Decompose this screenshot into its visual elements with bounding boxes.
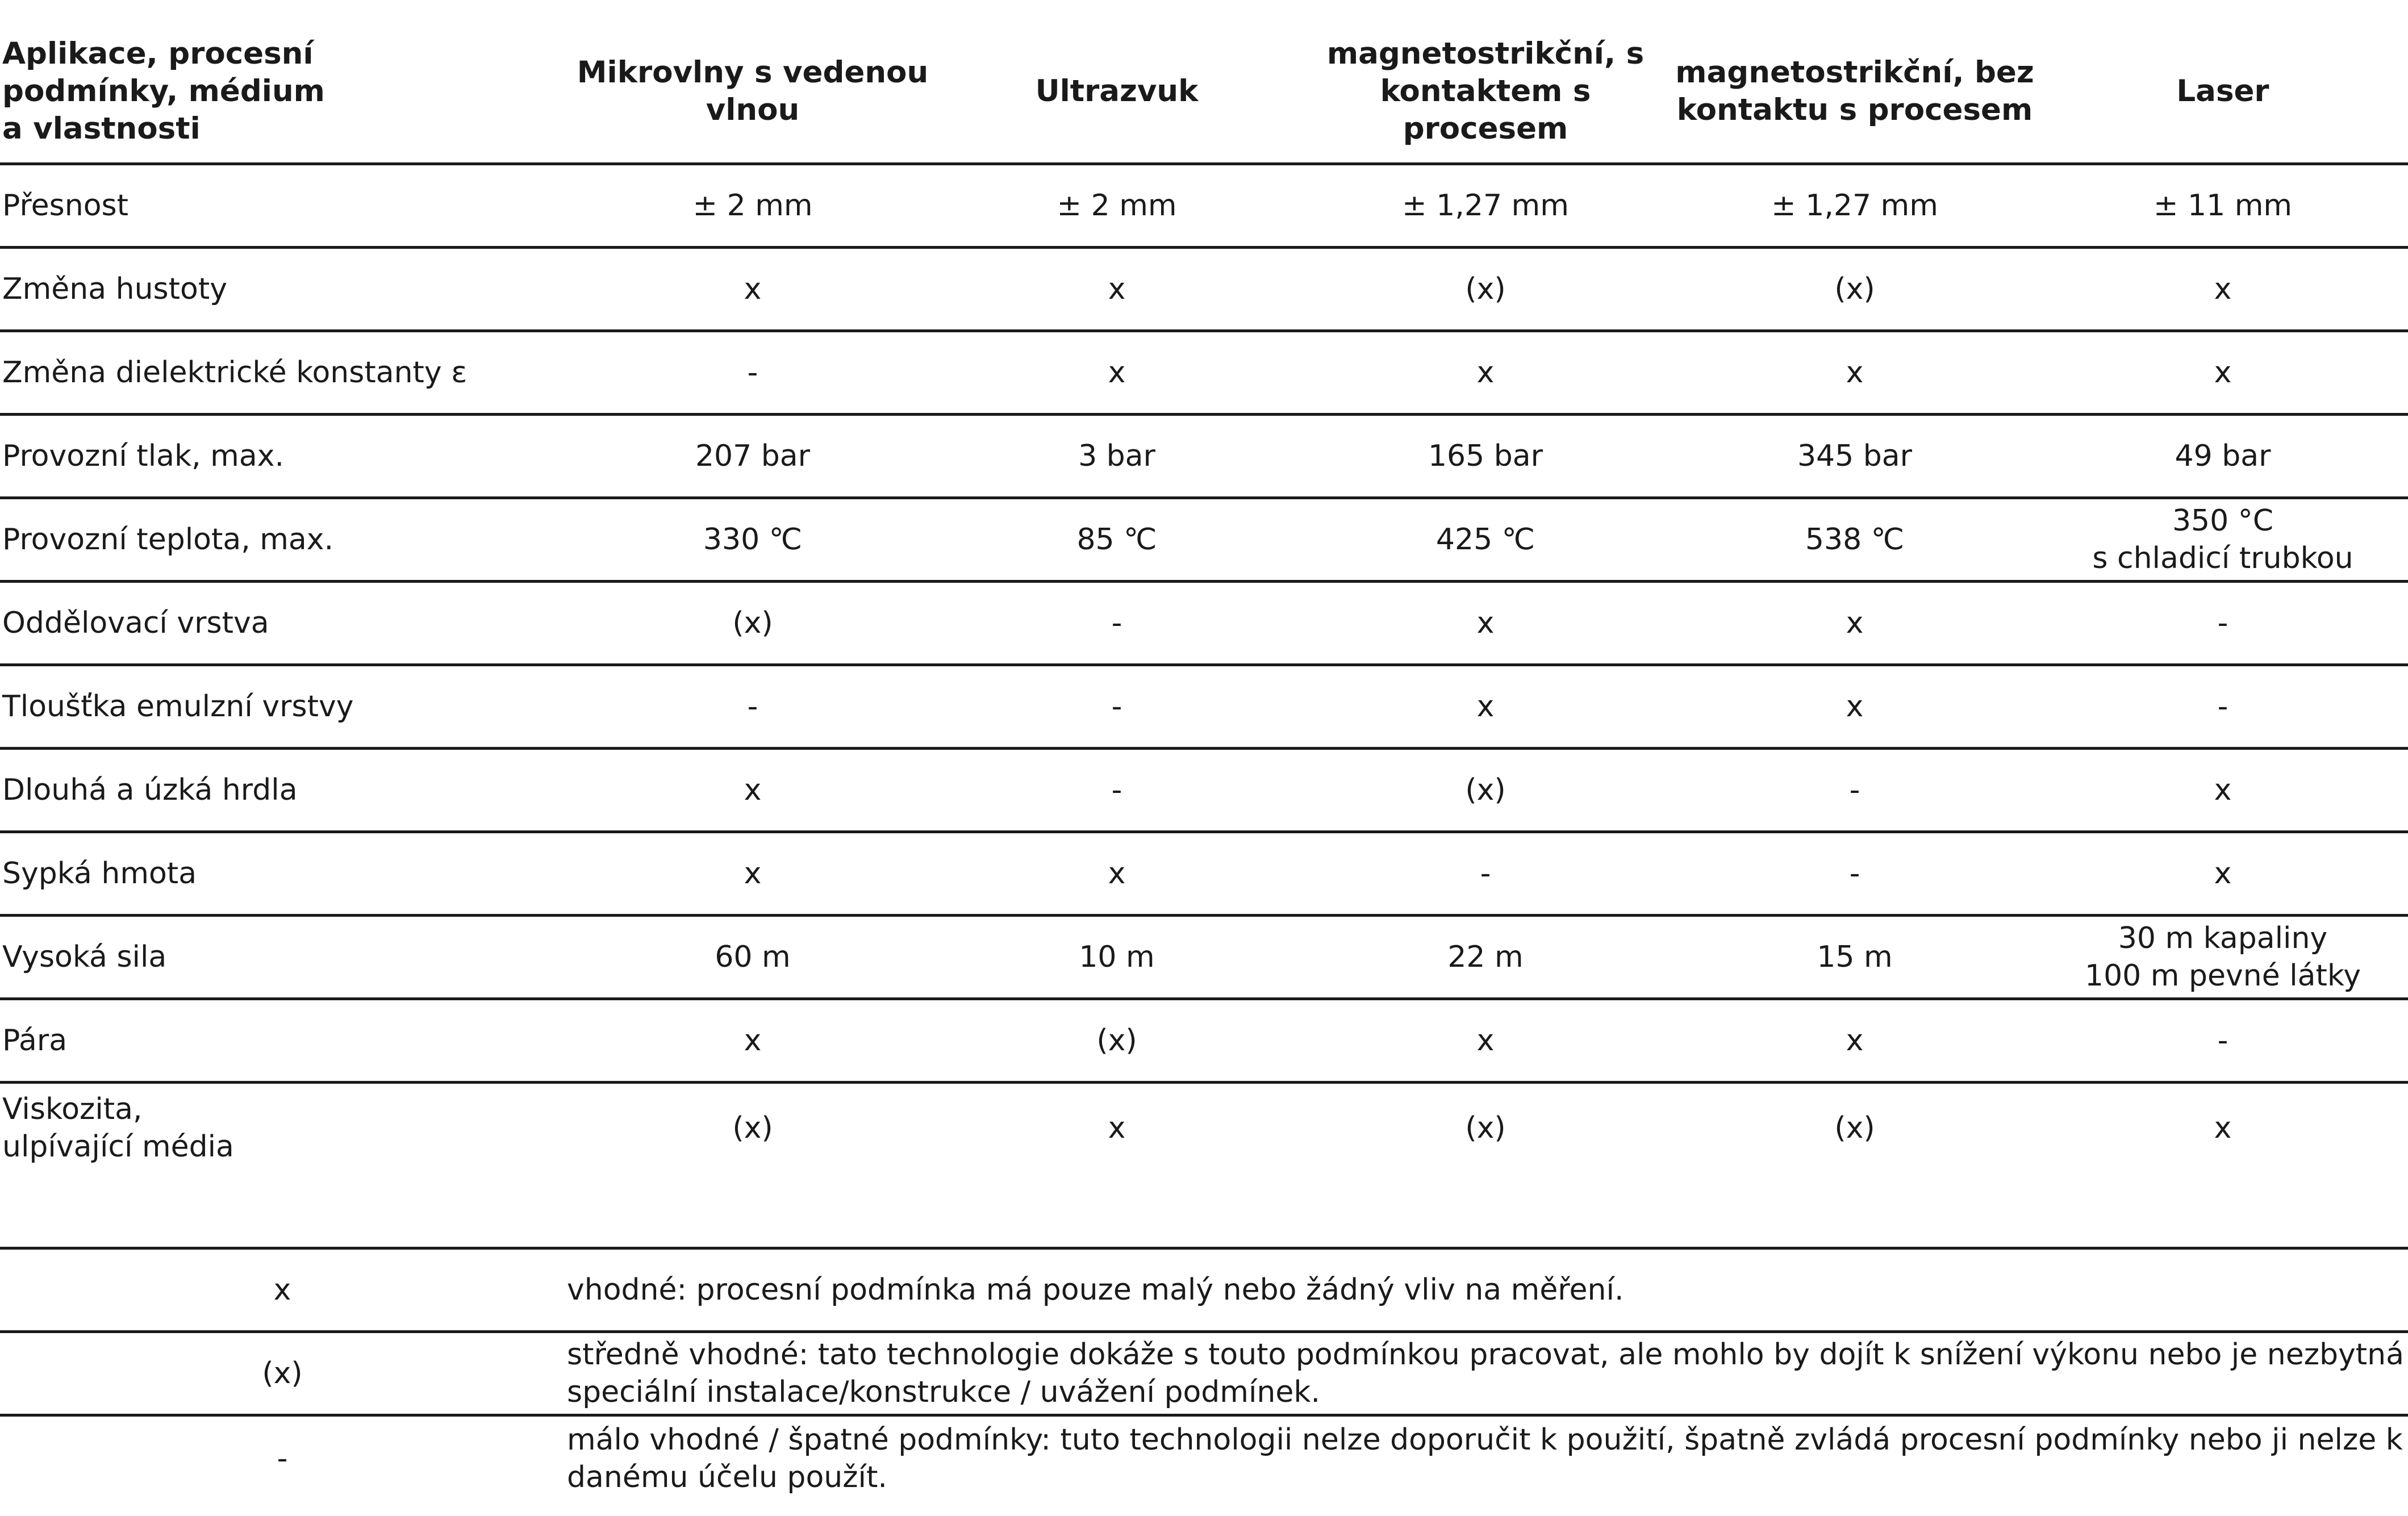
table-row: [0, 583, 2408, 666]
comparison-table: [0, 20, 2408, 1172]
table-cell: x: [2214, 356, 2232, 390]
row-label: Přesnost: [2, 189, 129, 223]
row-label: Změna dielektrické konstanty ε: [2, 356, 468, 390]
legend-symbol: x: [273, 1273, 291, 1307]
table-row: [0, 332, 2408, 416]
legend-symbol: -: [277, 1441, 288, 1476]
table-cell: x: [1846, 690, 1864, 724]
header-col-magnetostrictive-noncontact: magnetostrikční, bez kontaktu s procesem: [1675, 55, 2034, 127]
table-cell: 207 bar: [695, 439, 811, 473]
legend-row: [0, 1417, 2408, 1500]
table-cell: x: [744, 857, 762, 891]
table-cell: -: [1111, 690, 1122, 724]
header-col-laser: Laser: [2176, 74, 2269, 108]
table-cell: 60 m: [715, 940, 791, 974]
table-cell: -: [1849, 773, 1860, 807]
table-cell: -: [2217, 606, 2228, 640]
row-label: Sypká hmota: [2, 857, 197, 891]
table-row: [0, 165, 2408, 249]
header-col-ultrasonic: Ultrazvuk: [1035, 74, 1199, 108]
table-cell: (x): [732, 606, 773, 640]
row-label: Vysoká sila: [2, 940, 167, 974]
table-row: [0, 499, 2408, 583]
table-cell: (x): [1834, 272, 1875, 306]
header-col-magnetostrictive-contact: magnetostrikční, s kontaktem s procesem: [1326, 36, 1645, 146]
table-cell: (x): [1465, 1110, 1506, 1145]
table-cell: ± 2 mm: [692, 189, 813, 223]
row-label: Dlouhá a úzká hrdla: [2, 773, 298, 807]
table-cell: x: [2214, 773, 2232, 807]
header-label: Aplikace, procesní podmínky, médium a vlastnosti: [2, 36, 325, 146]
table-cell: 85 ℃: [1076, 523, 1157, 557]
table-cell: x: [2214, 272, 2232, 306]
table-row: [0, 833, 2408, 917]
table-cell: 22 m: [1447, 940, 1524, 974]
table-cell: (x): [1096, 1024, 1137, 1058]
table-cell: x: [1108, 1110, 1126, 1145]
header-col-guided-microwave: Mikrovlny s vedenou vlnou: [577, 55, 929, 127]
table-cell: 3 bar: [1078, 439, 1155, 473]
table-cell: -: [1480, 857, 1491, 891]
table-row: [0, 1084, 2408, 1172]
table-cell: x: [2214, 1110, 2232, 1145]
row-label: Tloušťka emulzní vrstvy: [2, 690, 354, 724]
table-cell: 538 ℃: [1805, 523, 1905, 557]
table-cell: x: [1108, 356, 1126, 390]
table-cell: -: [1111, 773, 1122, 807]
table-cell: -: [1849, 857, 1860, 891]
table-cell: (x): [1834, 1110, 1875, 1145]
table-row: [0, 750, 2408, 833]
table-cell: 165 bar: [1428, 439, 1543, 473]
table-row: [0, 1000, 2408, 1084]
table-cell: (x): [1465, 272, 1506, 306]
row-label: Viskozita, ulpívající média: [2, 1092, 234, 1164]
table-cell: 345 bar: [1797, 439, 1913, 473]
table-cell: -: [747, 690, 758, 724]
table-cell: 49 bar: [2175, 439, 2271, 473]
table-cell: x: [1476, 1024, 1495, 1058]
table-cell: 330 ℃: [703, 523, 803, 557]
table-cell: -: [1111, 606, 1122, 640]
table-cell: 350 °C s chladicí trubkou: [2092, 504, 2353, 575]
table-cell: x: [1846, 1024, 1864, 1058]
row-label: Provozní tlak, max.: [2, 439, 285, 473]
table-cell: x: [2214, 857, 2232, 891]
table-row: [0, 917, 2408, 1000]
table-cell: x: [1476, 690, 1495, 724]
row-label: Oddělovací vrstva: [2, 606, 269, 640]
legend-symbol: (x): [262, 1356, 303, 1390]
table-row: [0, 249, 2408, 332]
table-cell: x: [744, 1024, 762, 1058]
table-cell: x: [1476, 606, 1495, 640]
legend-description: středně vhodné: tato technologie dokáže s touto podmínkou pracovat, ale mohlo by dojít k snížení výkonu nebo je nezbytná speciální instalace/konstrukce / uvážení podmínek.: [567, 1338, 2405, 1409]
table-cell: x: [1476, 356, 1495, 390]
table-cell: -: [747, 356, 758, 390]
legend-description: vhodné: procesní podmínka má pouze malý nebo žádný vliv na měření.: [567, 1273, 1624, 1307]
table-cell: x: [1108, 272, 1126, 306]
table-cell: -: [2217, 1024, 2228, 1058]
legend-row: [0, 1250, 2408, 1333]
table-cell: 15 m: [1817, 940, 1893, 974]
table-cell: 10 m: [1079, 940, 1155, 974]
table-cell: 30 m kapaliny 100 m pevné látky: [2085, 921, 2361, 993]
table-cell: x: [1846, 606, 1864, 640]
table-cell: x: [1846, 356, 1864, 390]
legend-table: [0, 1247, 2408, 1500]
table-cell: x: [744, 272, 762, 306]
table-cell: x: [744, 773, 762, 807]
table-cell: 425 ℃: [1435, 523, 1535, 557]
row-label: Pára: [2, 1024, 68, 1058]
table-row: [0, 666, 2408, 750]
table-cell: ± 2 mm: [1057, 189, 1177, 223]
row-label: Změna hustoty: [2, 272, 227, 306]
table-row: [0, 416, 2408, 499]
table-cell: -: [2217, 690, 2228, 724]
table-cell: ± 11 mm: [2153, 189, 2293, 223]
table-header-row: [0, 20, 2408, 165]
table-cell: (x): [1465, 773, 1506, 807]
table-cell: x: [1108, 857, 1126, 891]
legend-row: [0, 1333, 2408, 1417]
table-cell: ± 1,27 mm: [1402, 189, 1569, 223]
table-cell: ± 1,27 mm: [1771, 189, 1938, 223]
legend-description: málo vhodné / špatné podmínky: tuto technologii nelze doporučit k použití, špatně zvládá procesní podmínky nebo ji nelze k danému účelu použít.: [567, 1422, 2403, 1494]
row-label: Provozní teplota, max.: [2, 523, 334, 557]
table-cell: (x): [732, 1110, 773, 1145]
